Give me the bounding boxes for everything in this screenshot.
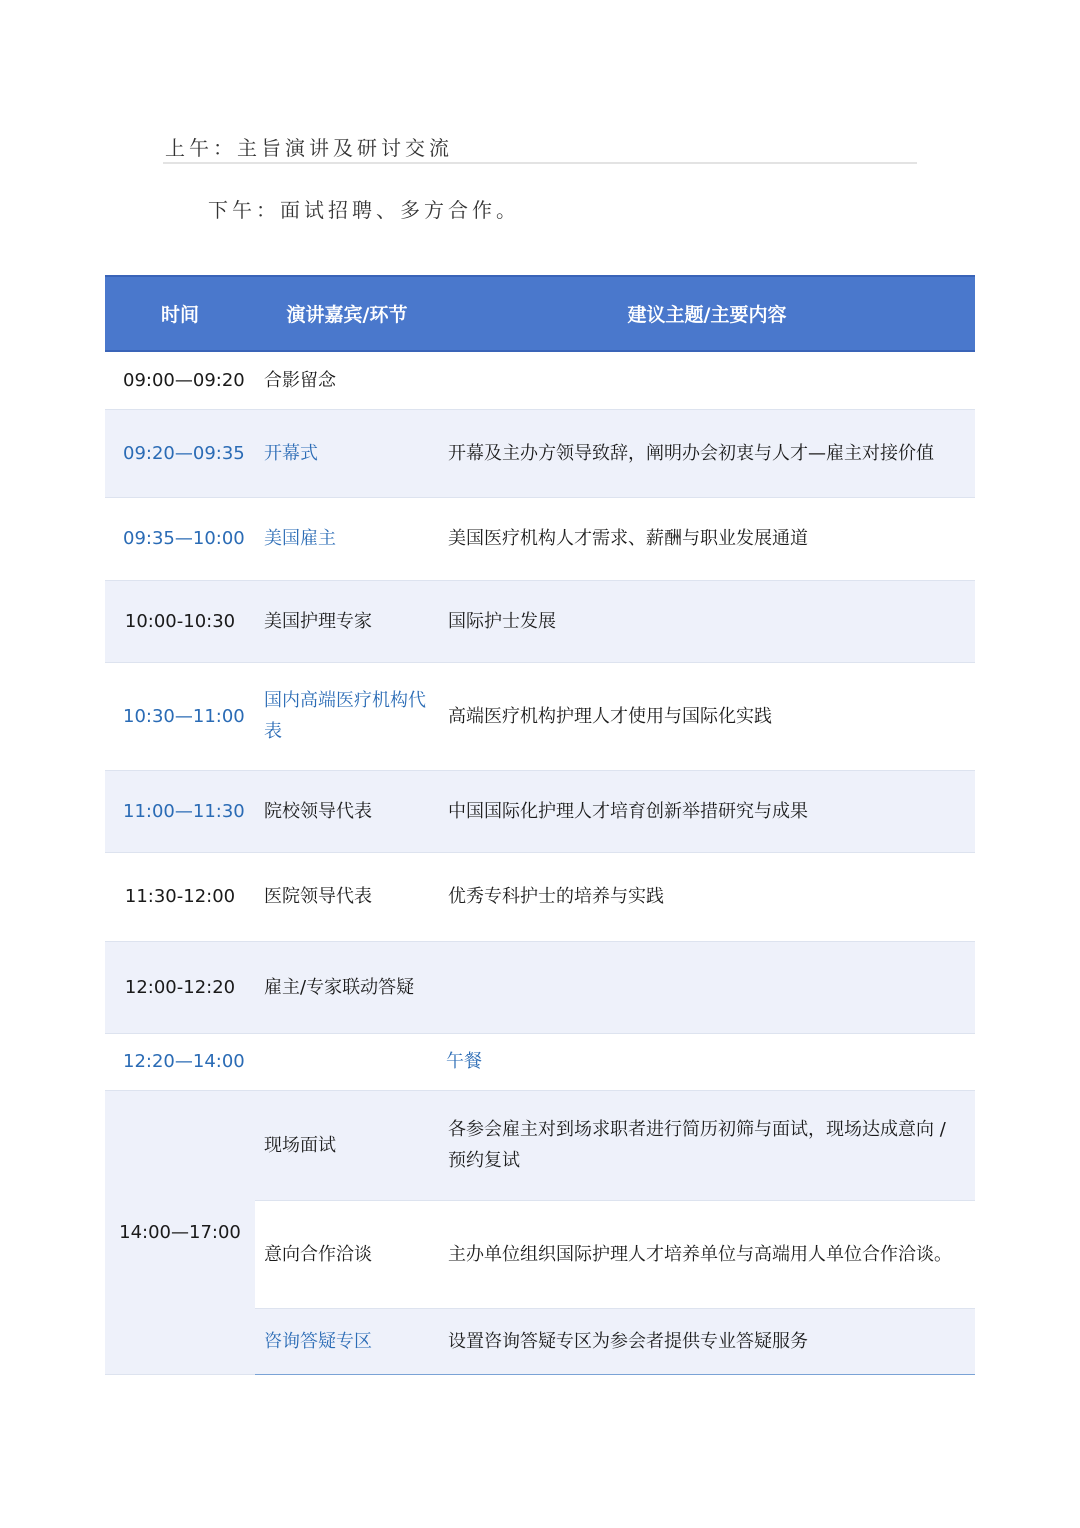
morning-schedule-note: 上午：主旨演讲及研讨交流 (165, 136, 453, 160)
table-row (105, 1033, 975, 1090)
speaker-cell: 国内高端医疗机构代表 (255, 662, 439, 770)
time-cell: 09:35—10:00 (105, 497, 255, 580)
table-row (105, 1090, 975, 1200)
speaker-cell: 咨询答疑专区 (255, 1308, 439, 1374)
header-time: 时间 (105, 276, 255, 351)
header-speaker: 演讲嘉宾/环节 (255, 276, 439, 351)
table-row (105, 662, 975, 770)
topic-cell: 高端医疗机构护理人才使用与国际化实践 (439, 662, 975, 770)
time-cell: 10:30—11:00 (105, 662, 255, 770)
divider (163, 162, 917, 164)
time-cell: 09:20—09:35 (105, 409, 255, 497)
speaker-cell: 意向合作洽谈 (255, 1200, 439, 1308)
topic-cell: 优秀专科护士的培养与实践 (439, 852, 975, 941)
time-cell: 10:00-10:30 (105, 580, 255, 662)
time-cell: 11:30-12:00 (105, 852, 255, 941)
table-row (105, 770, 975, 852)
afternoon-schedule-note: 下午：面试招聘、多方合作。 (208, 198, 520, 222)
table-row (105, 351, 975, 409)
speaker-cell: 现场面试 (255, 1090, 439, 1200)
speaker-cell: 美国护理专家 (255, 580, 439, 662)
topic-cell: 中国国际化护理人才培育创新举措研究与成果 (439, 770, 975, 852)
table-row (105, 941, 975, 1033)
topic-cell: 开幕及主办方领导致辞，阐明办会初衷与人才—雇主对接价值 (439, 409, 975, 497)
speaker-cell: 雇主/专家联动答疑 (255, 941, 439, 1033)
topic-cell: 国际护士发展 (439, 580, 975, 662)
table-row (105, 852, 975, 941)
time-cell: 12:00-12:20 (105, 941, 255, 1033)
speaker-cell: 医院领导代表 (255, 852, 439, 941)
table-row (105, 580, 975, 662)
time-cell: 09:00—09:20 (105, 351, 255, 409)
table-row (105, 497, 975, 580)
table-header-row (105, 276, 975, 351)
time-cell: 11:00—11:30 (105, 770, 255, 852)
speaker-cell (255, 1033, 439, 1090)
speaker-cell: 合影留念 (255, 351, 439, 409)
lunch-cell: 午餐 (439, 1033, 975, 1090)
topic-cell: 设置咨询答疑专区为参会者提供专业答疑服务 (439, 1308, 975, 1374)
speaker-cell: 美国雇主 (255, 497, 439, 580)
topic-cell: 美国医疗机构人才需求、薪酬与职业发展通道 (439, 497, 975, 580)
topic-cell (439, 941, 975, 1033)
speaker-cell: 开幕式 (255, 409, 439, 497)
header-topic: 建议主题/主要内容 (439, 276, 975, 351)
topic-cell: 主办单位组织国际护理人才培养单位与高端用人单位合作洽谈。 (439, 1200, 975, 1308)
time-cell: 14:00—17:00 (105, 1090, 255, 1374)
time-cell: 12:20—14:00 (105, 1033, 255, 1090)
topic-cell (439, 351, 975, 409)
speaker-cell: 院校领导代表 (255, 770, 439, 852)
table-row (105, 409, 975, 497)
topic-cell: 各参会雇主对到场求职者进行简历初筛与面试，现场达成意向 / 预约复试 (439, 1090, 975, 1200)
schedule-table (105, 275, 975, 1375)
